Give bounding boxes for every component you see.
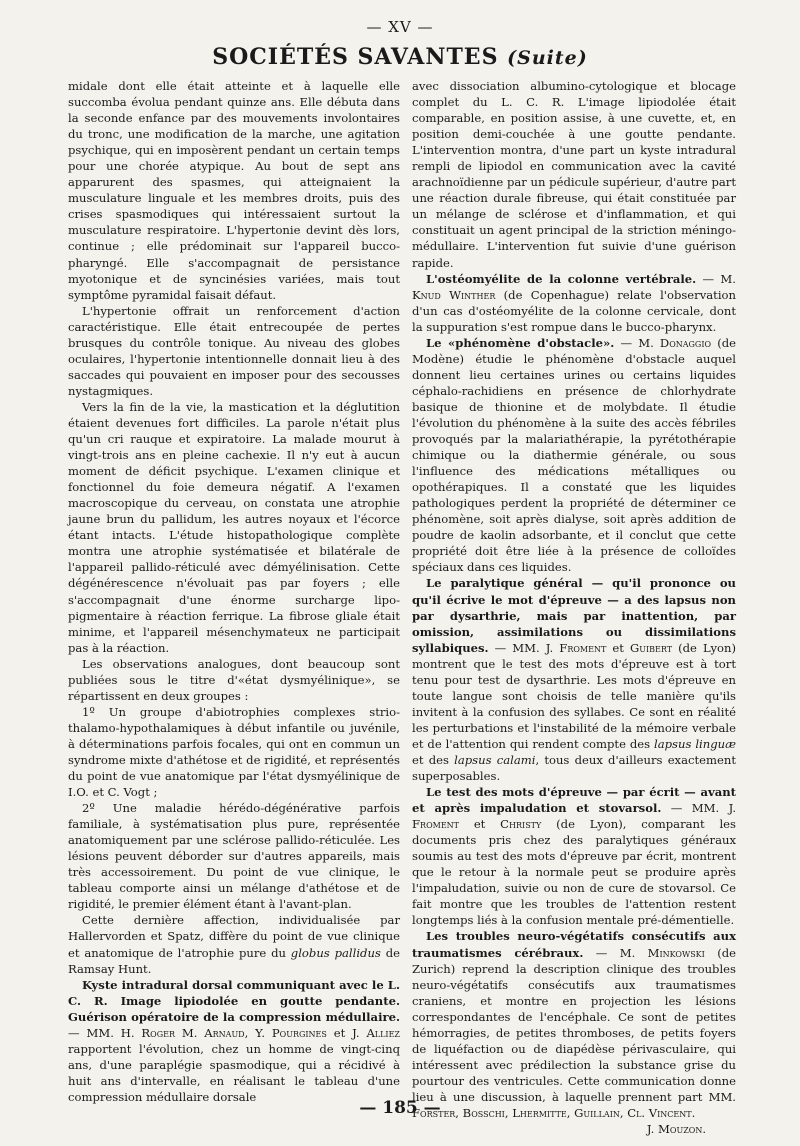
author-name: Pourgines xyxy=(271,1025,327,1040)
text: (de Copenhague) relate l'observation d'un cas d'ostéomyélite de la colonne cervicale, dont la suppuration s'est rompue dans le bucco-pharynx. xyxy=(412,287,736,334)
article-heading: Les troubles neuro-végétatifs consécutifs aux traumatismes cérébraux. xyxy=(412,929,736,960)
article-entry xyxy=(68,977,400,1105)
text: et xyxy=(606,640,630,655)
text: Cette dernière affection, individualisée par Hallervorden et Spatz, diffère du point de vue clinique et anatomique de l'atrophie pure du xyxy=(68,913,400,960)
article-entry xyxy=(412,784,736,928)
author-name: Minkowski xyxy=(647,945,705,960)
article-heading: L'ostéomyélite de la colonne vertébrale. xyxy=(426,271,697,286)
text: — M. xyxy=(614,335,660,350)
author-name: Arnaud xyxy=(204,1025,245,1040)
paragraph: Vers la fin de la vie, la mastication et la déglutition étaient devenues fort difficiles. La parole n'était plus qu'un cri rauque et expiratoire. La malade mourut à vingt-trois ans en pleine cachexie. Il n'y eut à aucun moment de déficit psychique. L'examen clinique et fonctionnel du foie demeura négatif. A l'examen macroscopique du cerveau, on constata une atrophie jaune brun du pallidum, les autres noyaux et l'écorce étant intacts. L'étude histopathologique complète montra une atrophie systématisée et bilatérale de l'appareil pallido-réticulé avec démyélinisation. Cette dégénérescence n'évoluait pas par foyers ; elle s'accompagnait d'une énorme surcharge lipo-pigmentaire à réaction ferrique. La fibrose gliale était minime, et l'appareil mésenchymateux ne participait pas à la réaction. xyxy=(68,399,400,655)
italic-term: lapsus calami xyxy=(454,752,536,767)
article-entry xyxy=(412,271,736,335)
author-name: Froment xyxy=(412,817,459,832)
author-name: Donaggio xyxy=(659,335,712,350)
author-names-list: Forster, Bosschi, Lhermitte, Guillain, Cl. Vincent. xyxy=(412,1106,696,1120)
paragraph: 2º Une maladie hérédo-dégénérative parfois familiale, à systématisation plus pure, représentée anatomiquement par une sclérose pallido-réticulée. Les lésions peuvent déborder sur d'autres appareils, mais très accessoirement. Du point de vue clinique, le tableau comporte ainsi un mélange d'athétose et de rigidité, le premier élément étant à l'avant-plan. xyxy=(68,801,400,912)
text: , Y. xyxy=(244,1025,272,1040)
article-entry xyxy=(412,928,736,1121)
text: — M. xyxy=(583,945,648,960)
text: (de Modène) étudie le phénomène d'obstacle auquel donnent lieu certaines urines ou certains liquides céphalo-rachidiens en présence de chlorhydrate basique de thionine et de molybdate. Il étudie l'évolution du phénomène à la suite des accès fébriles provoqués par la malariathérapie, la pyrétothérapie chimique ou la diathermie générale, ou sous l'influence des médications métalliques ou opothérapiques. Il a constaté que les liquides pathologiques perdent la propriété de déterminer ce phénomène, soit après dialyse, soit après addition de poudre de kaolin adsorbante, et il conclut que cette propriété doit être liée à la présence de colloïdes spéciaux dans ces liquides. xyxy=(412,335,736,575)
paragraph: L'hypertonie offrait un renforcement d'action caractéristique. Elle était entrecoupée de pertes brusques du contrôle tonique. Au niveau des globes oculaires, l'hypertonie intentionnelle donnait lieu à des saccades qui pouvaient en imposer pour des secousses nystagmiques. xyxy=(68,303,400,398)
article-heading: Kyste intradural dorsal communiquant avec le L. C. R. Image lipiodolée en goutte pendante. Guérison opératoire de la compression médullaire. xyxy=(68,977,400,1024)
text: rapportent l'évolution, chez un homme de vingt-cinq ans, d'une paraplégie spasmodique, qui a récidivé à huit ans d'intervalle, en réalisant le tableau d'une compression médullaire dorsale xyxy=(68,1041,400,1104)
article-entry xyxy=(412,335,736,576)
text: — M. xyxy=(696,271,736,286)
text: M. xyxy=(174,1025,205,1040)
article-heading: Le paralytique général — qu'il prononce ou qu'il écrive le mot d'épreuve — a des lapsus non par dysarthrie, mais par inattention, par omission, assimilations ou dissimilations syllabiques. xyxy=(412,576,736,655)
text: (de Zurich) reprend la description clinique des troubles neuro-végétatifs consécutifs aux traumatismes craniens, et montre en projection les lésions correspondantes de l'encéphale. Ce sont de petites hémorragies, de petites thromboses, de petits foyers de liquéfaction ou de diapédèse périvasculaire, qui intéressent avec prédilection la substance grise du pourtour des ventricules. Cette communication donne lieu à une discussion, à laquelle prennent part MM. xyxy=(412,945,736,1104)
text: (de Lyon), comparant les documents pris chez des paralytiques généraux soumis au test des mots d'épreuve par écrit, montrent que le retour à la normale peut se produire après l'impaludation, suivie ou non de cure de stovarsol. Ce fait montre que les troubles de l'attention restent longtemps liés à la confusion mentale pré-démentielle. xyxy=(412,817,736,928)
text: — MM. J. xyxy=(661,801,737,816)
author-name: Roger xyxy=(141,1025,175,1040)
article-entry xyxy=(412,575,736,784)
text: , tous deux d'ailleurs exactement superposables. xyxy=(412,752,736,784)
author-name: Alliez xyxy=(366,1025,400,1040)
text: et xyxy=(459,817,501,832)
title-suite: (Suite) xyxy=(507,47,588,69)
author-name: Christy xyxy=(500,817,542,832)
left-column xyxy=(68,78,400,1105)
title-main: SOCIÉTÉS SAVANTES xyxy=(212,44,499,70)
paragraph: midale dont elle était atteinte et à laquelle elle succomba évolua pendant quinze ans. Elle débuta dans la seconde enfance par des mouvements involontaires du tronc, une modification de la marche, une agitation psychique, qui en imposèrent pendant un certain temps pour une chorée atypique. Au bout de sept ans apparurent des spasmes, qui atteignaient la musculature linguale et les membres droits, puis des crises spasmodiques qui intéressaient surtout la musculature respiratoire. L'hypertonie devint dès lors, continue ; elle prédominait sur l'appareil bucco-pharyngé. Elle s'accompagnait de persistance myotonique et de syncinésies variées, mais tout symptôme pyramidal faisait défaut. xyxy=(68,79,400,302)
author-name: Knud Winther xyxy=(412,287,496,302)
author-name: Guibert xyxy=(629,640,673,655)
paragraph xyxy=(68,912,400,976)
page-title xyxy=(0,44,800,70)
paragraph: Les observations analogues, dont beaucoup sont publiées sous le titre d'«état dysmyélinique», se répartissent en deux groupes : xyxy=(68,656,400,703)
signature: J. Mouzon. xyxy=(646,1122,706,1137)
right-column xyxy=(412,78,736,1137)
page-roman-numeral: — XV — xyxy=(366,18,434,36)
italic-term: globus pallidus xyxy=(290,945,381,960)
text: — MM. J. xyxy=(488,640,560,655)
paragraph: 1º Un groupe d'abiotrophies complexes strio-thalamo-hypothalamiques à début infantile ou juvénile, à déterminations parfois focales, qui ont en commun un syndrome mixte d'athétose et de rigidité, et représentés du point de vue anatomique par l'état dysmyélinique de I.O. et C. Vogt ; xyxy=(68,704,400,800)
article-heading: Le test des mots d'épreuve — par écrit — avant et après impaludation et stovarsol. xyxy=(412,785,736,816)
page-number: — 185 — xyxy=(359,1098,441,1118)
italic-term: lapsus linguæ xyxy=(654,736,736,751)
text: et J. xyxy=(326,1025,367,1040)
text: de Ramsay Hunt. xyxy=(68,945,400,976)
author-name: Froment xyxy=(559,640,607,655)
article-heading: Le «phénomène d'obstacle». xyxy=(426,335,615,350)
paragraph: avec dissociation albumino-cytologique et blocage complet du L. C. R. L'image lipiodolée était comparable, en position assise, à une cuvette, et, en position demi-couchée à une goutte pendante. L'intervention montra, d'une part un kyste intradural rempli de lipiodol en communication avec la cavité arachnoïdienne par un pédicule supérieur, d'autre part une réaction durale fibreuse, qui était constituée par un mélange de sclérose et d'inflammation, et qui constituait un agent principal de la striction méningo-médullaire. L'intervention fut suivie d'une guérison rapide. xyxy=(412,79,736,270)
text: (de Lyon) montrent que le test des mots d'épreuve est à tort tenu pour test de dysarthrie. Les mots d'épreuve en toute langue sont choisis de telle manière qu'ils invitent à la confusion des syllabes. Ce sont en réalité les perturbations et l'instabilité de la mémoire verbale et de l'attention qui rendent compte des xyxy=(412,640,736,751)
text: et des xyxy=(412,752,455,767)
text: — MM. H. xyxy=(68,1025,142,1040)
